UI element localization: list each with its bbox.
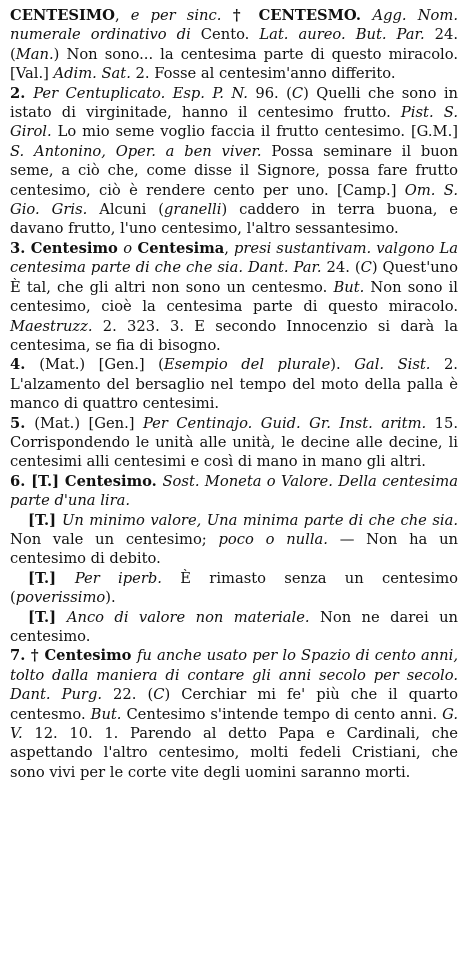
entry-text-segment: Man.	[15, 45, 54, 63]
entry-text-segment: — Non ha un centesimo di debito.	[10, 530, 458, 568]
dictionary-entry	[10, 84, 458, 239]
entry-text-segment: S. Antonino, Oper. a ben viver.	[10, 142, 262, 160]
entry-text-segment: Per Centuplicato. Esp. P. N.	[33, 84, 248, 102]
entry-text-segment: Cento.	[190, 26, 260, 44]
entry-text-segment: ) Quelli che sono in istato di virginitade, hanno il centesimo frutto.	[10, 84, 459, 122]
dictionary-entry	[10, 239, 458, 355]
entry-text-segment: 2.	[10, 84, 34, 102]
entry-text-segment: 6.	[10, 472, 32, 490]
entry-text-segment: But.	[333, 278, 365, 296]
dictionary-entry	[10, 355, 458, 413]
entry-text-segment: ) Quest'uno È tal, che gli altri non sono un centesmo.	[10, 259, 458, 296]
entry-text-segment: (Mat.) [Gen.] (	[39, 356, 164, 374]
entry-text-segment: granelli	[164, 201, 222, 219]
entry-text-segment: 15. Corrispondendo le unità alle unità, le decine alle decine, li centesimi alli centesimi e così di mano in mano gli altri.	[10, 414, 458, 471]
entry-text-segment: † CENTESMO.	[221, 7, 373, 24]
entry-text-segment: Adim. Sat.	[53, 65, 131, 83]
entry-text-segment: È rimasto senza un centesimo (	[10, 569, 458, 607]
entry-text-segment: 2. 323. 3. E secondo Innocenzio si darà la centesima, se fia di bisogno.	[10, 317, 458, 354]
entry-text-segment: ,	[224, 239, 234, 257]
entry-text-segment: ).	[330, 356, 355, 374]
dictionary-entry	[10, 608, 458, 647]
dictionary-entry	[10, 472, 458, 511]
entry-text-segment: Lat. aureo. But. Par.	[259, 26, 425, 44]
entry-text-segment: ,	[114, 7, 131, 24]
entry-text-segment: 2. Fosse al centesim'anno differito.	[130, 65, 396, 83]
entry-text-segment: Alcuni (	[87, 201, 165, 219]
entry-text-segment: [T.]	[31, 472, 65, 490]
entry-text-segment: [T.]	[28, 511, 62, 529]
entry-text-segment: 5.	[10, 414, 35, 432]
dictionary-entry	[10, 414, 458, 472]
entry-text-segment: [T.]	[28, 569, 75, 587]
entry-text-segment: e per sinc.	[130, 7, 222, 24]
entry-text-segment: Om. S. Gio. Gris.	[10, 181, 458, 219]
entry-text-segment: 24. (	[321, 259, 361, 277]
entry-text-segment: C	[291, 84, 304, 102]
entry-text-segment: Centesima	[132, 239, 225, 257]
entry-text-segment: C	[153, 686, 165, 704]
entry-text-segment: poco o nulla.	[218, 530, 328, 548]
entry-text-segment: (Mat.) [Gen.]	[34, 414, 143, 432]
entry-text-segment: Agg. Nom. numerale ordinativo di	[10, 7, 458, 44]
entry-text-segment: CENTESIMO	[10, 7, 115, 24]
entry-text-segment: Pist. S. Girol.	[10, 104, 458, 141]
entry-text-segment: ) Cerchiar mi fe' più che il quarto centesmo.	[10, 686, 458, 723]
entry-text-segment: Per Centinajo. Guid. Gr. Inst. aritm.	[142, 414, 427, 432]
entry-text-segment: Gal. Sist.	[354, 356, 431, 374]
entry-text-segment: poverissimo	[15, 589, 106, 607]
entry-text-segment: Esempio del plurale	[163, 356, 331, 374]
entry-text-segment: ) caddero in terra buona, e davano frutto, l'uno centesimo, l'altro sessantesimo.	[10, 201, 458, 238]
entry-text-segment: Per iperb.	[74, 569, 162, 587]
entry-text-segment: Non vale un centesimo;	[10, 530, 219, 548]
entry-text-segment: Maestruzz.	[10, 317, 93, 335]
entry-text-segment: Centesimo.	[64, 472, 163, 490]
entry-text-segment: o	[123, 239, 133, 257]
entry-text-segment: 12. 10. 1. Parendo al detto Papa e Cardinali, che aspettando l'altro centesimo, molti fedeli Cristiani, che sono vivi per le corte vite degli uomini saranno morti.	[10, 725, 458, 781]
entry-text-segment: Non sono il centesimo, cioè la centesima parte di questo miracolo.	[10, 278, 458, 316]
entry-list	[10, 6, 458, 782]
entry-text-segment: Lo mio seme voglio faccia il frutto centesimo. [G.M.]	[51, 123, 458, 141]
entry-text-segment: [T.]	[28, 608, 67, 626]
entry-text-segment: C	[360, 259, 372, 277]
entry-text-segment: 96. (	[247, 84, 292, 102]
entry-text-segment: 22. (	[102, 686, 154, 704]
entry-text-segment: Un minimo valore, Una minima parte di che che sia.	[61, 511, 458, 529]
entry-text-segment: Sost. Moneta o Valore. Della centesima parte d'una lira.	[10, 472, 458, 510]
entry-text-segment: 3. Centesimo	[10, 239, 124, 257]
entry-text-segment: G. V.	[10, 705, 458, 743]
entry-text-segment: fu anche usato per lo Spazio di cento anni, tolto dalla maniera di contare gli anni secolo per secolo. Dant. Purg.	[10, 647, 458, 704]
entry-text-segment: 24. (	[10, 26, 458, 63]
entry-text-segment: Centesimo s'intende tempo di cento anni.	[121, 705, 443, 723]
entry-text-segment: Possa seminare il buon seme, a ciò che, come disse il Signore, possa fare frutto centesimo, ciò è rendere cento per uno. [Camp.]	[10, 142, 458, 199]
dictionary-entry	[10, 646, 458, 782]
entry-text-segment: 7. † Centesimo	[10, 647, 137, 665]
entry-text-segment: But.	[90, 705, 122, 723]
entry-text-segment: 4.	[10, 356, 40, 374]
dictionary-entry	[10, 6, 458, 84]
dictionary-entry	[10, 569, 458, 608]
entry-text-segment: presi sustantivam. valgono La centesima parte di che che sia. Dant. Par.	[10, 239, 458, 277]
entry-text-segment: Non ne darei un centesimo.	[10, 608, 458, 645]
dictionary-entry	[10, 511, 458, 569]
entry-text-segment: Anco di valore non materiale.	[66, 608, 310, 626]
entry-text-segment: ) Non sono... la centesima parte di questo miracolo. [Val.]	[10, 45, 458, 83]
entry-text-segment: ).	[105, 589, 116, 607]
entry-text-segment: 2. L'alzamento del bersaglio nel tempo del moto della palla è manco di quattro centesimi.	[10, 356, 458, 413]
